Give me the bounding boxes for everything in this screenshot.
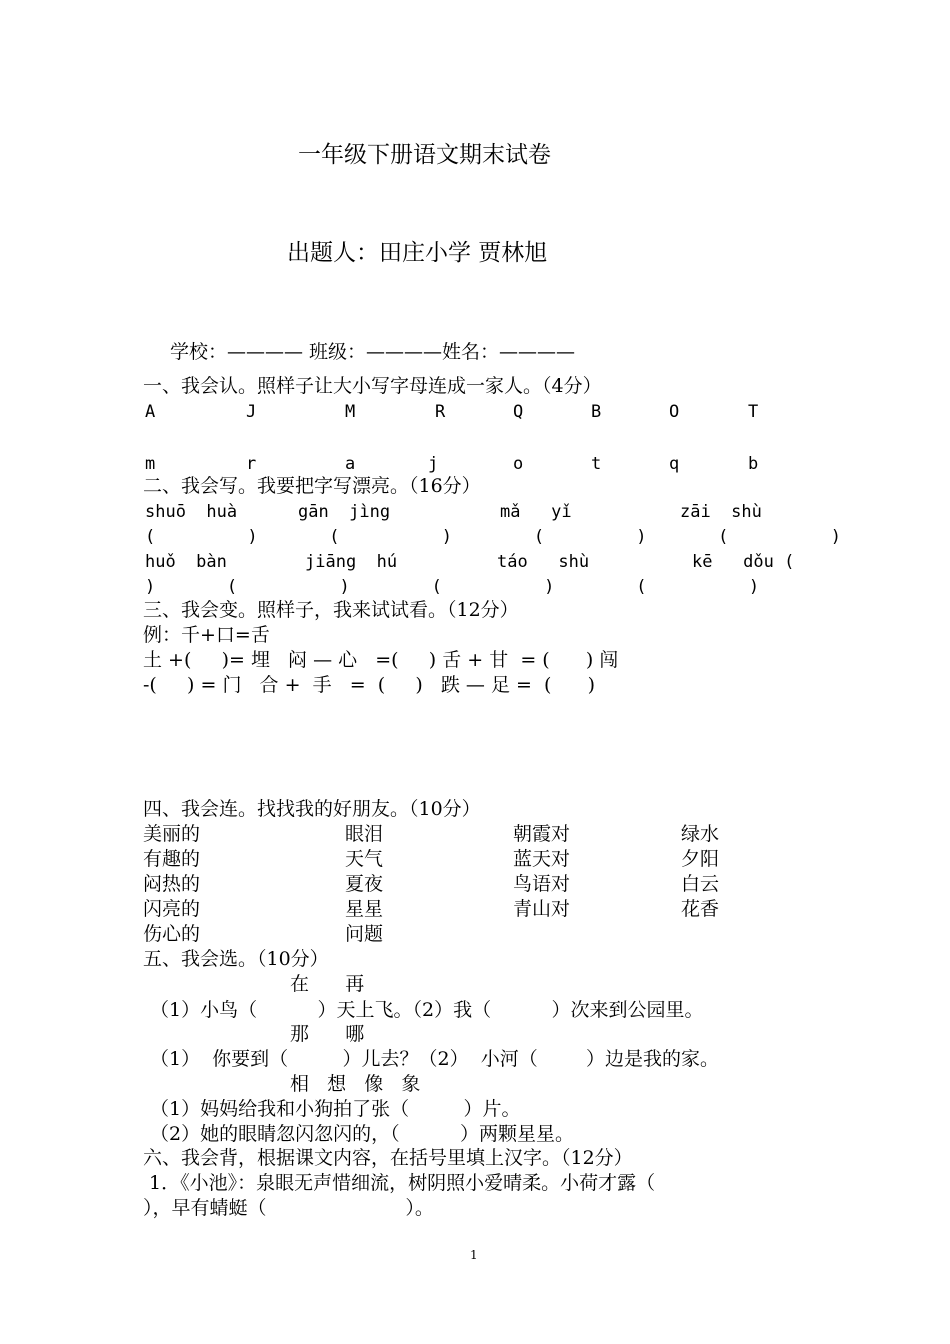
match-row [0, 897, 950, 921]
pinyin-row-1 [0, 500, 950, 524]
letter-lower: j [428, 454, 439, 474]
section3-example: 例：千+口=舌 [143, 624, 270, 646]
section5-question-3: （1）妈妈给我和小狗拍了张（ ）片。 [150, 1098, 521, 1120]
section1-heading: 一、我会认。照样子让大小写字母连成一家人。（4分） [143, 375, 602, 397]
lowercase-letters-row [0, 452, 950, 476]
choice-words-3: 相 想 像 象 [290, 1073, 421, 1095]
pinyin-word: shuō huà [145, 502, 238, 522]
section2-heading: 二、我会写。我要把字写漂亮。（16分） [143, 475, 481, 497]
pinyin-word: táo shù [497, 552, 590, 572]
match-item: 花香 [681, 898, 720, 920]
page-number: 1 [470, 1248, 478, 1262]
letter-lower: o [513, 454, 524, 474]
match-row [0, 872, 950, 896]
letter-lower: q [669, 454, 680, 474]
match-item: 夕阳 [681, 848, 720, 870]
pinyin-word: jiāng hú [305, 552, 398, 572]
match-item: 闪亮的 [143, 898, 201, 920]
match-item: 问题 [345, 923, 384, 945]
student-info-line: 学校：———— 班级：————姓名：———— [170, 341, 576, 363]
letter-upper: O [669, 402, 680, 422]
section4-heading: 四、我会连。找找我的好朋友。（10分） [143, 798, 481, 820]
section6-line-1: 1．《小池》：泉眼无声惜细流，树阴照小爱晴柔。小荷才露（ [143, 1172, 656, 1194]
section5-question-2: （1） 你要到（ ）儿去？（2） 小河（ ）边是我的家。 [150, 1048, 720, 1070]
answer-parens-row-2: ) ( ) ( ) ( ) [145, 577, 760, 597]
pinyin-word: mǎ yǐ [500, 502, 572, 522]
pinyin-word: gān jìng [298, 502, 391, 522]
letter-lower: r [246, 454, 257, 474]
match-item: 绿水 [681, 823, 720, 845]
match-row [0, 922, 950, 946]
answer-parens-row-1: ( ) ( ) ( ) ( ) [145, 527, 841, 547]
section3-line-1: 土 +( )= 埋 闷 — 心 =( ) 舌 + 甘 = ( ) 闯 [143, 649, 619, 671]
match-item: 夏夜 [345, 873, 384, 895]
letter-upper: M [345, 402, 356, 422]
section5-question-1: （1）小鸟（ ）天上飞。（2）我（ ）次来到公园里。 [150, 999, 704, 1021]
section6-line-2: ），早有蜻蜓（ ）。 [143, 1197, 434, 1219]
pinyin-word: huǒ bàn [145, 552, 227, 572]
letter-lower: t [591, 454, 602, 474]
match-item: 鸟语对 [513, 873, 571, 895]
section5-question-4: （2）她的眼睛忽闪忽闪的，（ ）两颗星星。 [150, 1123, 574, 1145]
match-item: 伤心的 [143, 923, 201, 945]
letter-lower: m [145, 454, 156, 474]
choice-words-1: 在 再 [290, 973, 365, 995]
match-item: 闷热的 [143, 873, 201, 895]
match-row [0, 847, 950, 871]
letter-upper: B [591, 402, 602, 422]
match-item: 白云 [681, 873, 720, 895]
pinyin-word: kē dǒu ( [692, 552, 795, 572]
letter-upper: T [748, 402, 759, 422]
letter-lower: a [345, 454, 356, 474]
match-item: 蓝天对 [513, 848, 571, 870]
match-item: 有趣的 [143, 848, 201, 870]
uppercase-letters-row [0, 400, 950, 424]
section3-heading: 三、我会变。照样子，我来试试看。（12分） [143, 599, 519, 621]
exam-author: 出题人：田庄小学 贾林旭 [287, 240, 548, 266]
match-item: 眼泪 [345, 823, 384, 845]
section3-line-2: -( ) = 门 合 + 手 = ( ) 跌 — 足 = ( ) [143, 674, 596, 696]
section6-heading: 六、我会背，根据课文内容，在括号里填上汉字。（12分） [143, 1147, 633, 1169]
choice-words-2: 那 哪 [290, 1023, 365, 1045]
pinyin-word: zāi shù [680, 502, 762, 522]
letter-upper: Q [513, 402, 524, 422]
match-item: 朝霞对 [513, 823, 571, 845]
letter-upper: J [246, 402, 257, 422]
match-row [0, 822, 950, 846]
letter-upper: A [145, 402, 156, 422]
match-item: 星星 [345, 898, 384, 920]
match-item: 美丽的 [143, 823, 201, 845]
match-item: 天气 [345, 848, 384, 870]
exam-title: 一年级下册语文期末试卷 [298, 142, 551, 168]
match-item: 青山对 [513, 898, 571, 920]
letter-upper: R [435, 402, 446, 422]
letter-lower: b [748, 454, 759, 474]
section5-heading: 五、我会选。（10分） [143, 948, 329, 970]
pinyin-row-2 [0, 550, 950, 574]
